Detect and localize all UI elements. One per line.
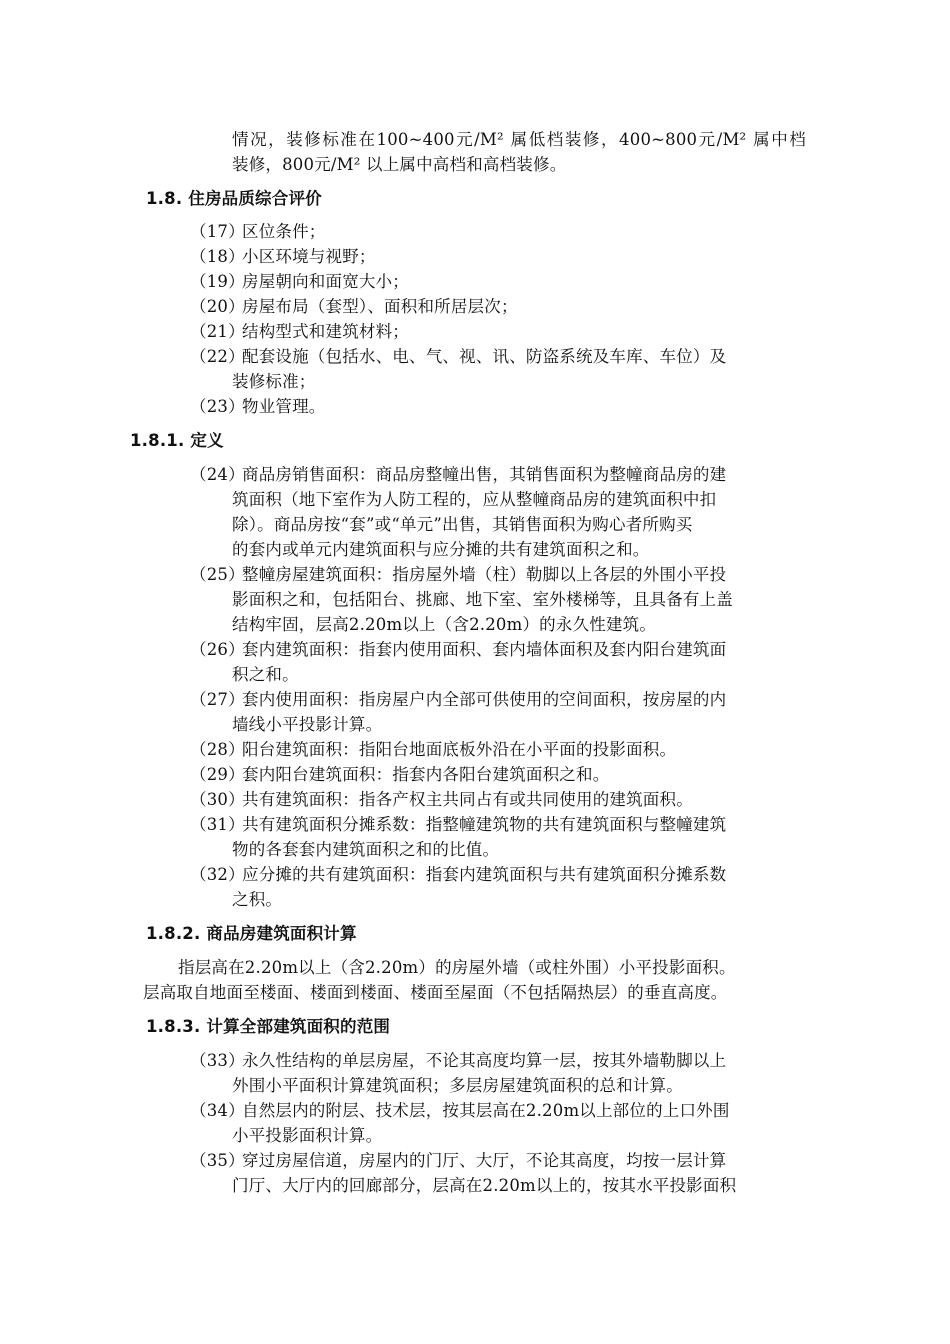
list-item [190, 245, 376, 269]
item-text: 房屋布局（套型）、面积和所居层次； [242, 297, 518, 316]
item-text: 整幢房屋建筑面积：指房屋外墙（柱）勒脚以上各层的外围小平投 [242, 565, 727, 584]
item-continuation: 外围小平面积计算建筑面积；多层房屋建筑面积的总和计算。 [232, 1076, 683, 1095]
item-continuation: 物的各套套内建筑面积之和的比值。 [232, 840, 500, 859]
item-text: 物业管理。 [242, 397, 326, 416]
list-item [190, 788, 693, 812]
list-item [190, 1099, 730, 1123]
item-continuation: 之积。 [232, 890, 283, 909]
item-continuation: 积之和。 [232, 665, 299, 684]
item-number: （19） [190, 272, 245, 291]
list-item [190, 738, 676, 762]
list-item [190, 1149, 726, 1173]
item-number: （18） [190, 247, 245, 266]
item-continuation: 影面积之和，包括阳台、挑廊、地下室、室外楼梯等，且具备有上盖 [232, 590, 733, 609]
item-number: （23） [190, 397, 245, 416]
item-number: （20） [190, 297, 245, 316]
item-number: （32） [190, 865, 245, 884]
item-text: 区位条件； [242, 222, 326, 241]
list-item [190, 1049, 726, 1073]
item-text: 结构型式和建筑材料； [242, 322, 409, 341]
item-text: 套内建筑面积：指套内使用面积、套内墙体面积及套内阳台建筑面 [242, 640, 727, 659]
list-item [190, 763, 609, 787]
item-continuation: 除）。商品房按“套”或“单元”出售，其销售面积为购心者所购买 [232, 515, 693, 534]
item-continuation: 的套内或单元内建筑面积与应分摊的共有建筑面积之和。 [232, 540, 650, 559]
item-number: （29） [190, 765, 245, 784]
item-text: 小区环境与视野； [242, 247, 376, 266]
item-text: 套内阳台建筑面积：指套内各阳台建筑面积之和。 [242, 765, 610, 784]
item-number: （26） [190, 640, 245, 659]
list-item [190, 270, 409, 294]
paragraph-line: 层高取自地面至楼面、楼面到楼面、楼面至屋面（不包括隔热层）的垂直高度。 [143, 983, 728, 1002]
item-text: 穿过房屋信道，房屋内的门厅、大厅，不论其高度，均按一层计算 [242, 1151, 727, 1170]
section-heading: 1.8.1. 定义 [130, 431, 224, 450]
section-heading: 1.8. 住房品质综合评价 [146, 189, 322, 208]
intro-line: 装修，800元/M² 以上属中高档和高档装修。 [232, 155, 567, 174]
list-item [190, 320, 409, 344]
item-number: （31） [190, 815, 245, 834]
item-number: （24） [190, 465, 245, 484]
list-item [190, 345, 726, 369]
item-number: （35） [190, 1151, 245, 1170]
item-number: （34） [190, 1101, 245, 1120]
item-continuation: 装修标准； [232, 372, 316, 391]
item-number: （17） [190, 222, 245, 241]
list-item [190, 638, 726, 662]
list-item [190, 395, 326, 419]
item-text: 商品房销售面积：商品房整幢出售，其销售面积为整幢商品房的建 [242, 465, 727, 484]
list-item [190, 688, 726, 712]
item-continuation: 小平投影面积计算。 [232, 1126, 383, 1145]
item-continuation: 筑面积（地下室作为人防工程的，应从整幢商品房的建筑面积中扣 [232, 490, 717, 509]
item-text: 应分摊的共有建筑面积：指套内建筑面积与共有建筑面积分摊系数 [242, 865, 727, 884]
item-number: （25） [190, 565, 245, 584]
list-item [190, 463, 726, 487]
list-item [190, 220, 326, 244]
item-text: 阳台建筑面积：指阳台地面底板外沿在小平面的投影面积。 [242, 740, 677, 759]
item-text: 房屋朝向和面宽大小； [242, 272, 409, 291]
item-continuation: 门厅、大厅内的回廊部分，层高在2.20m以上的，按其水平投影面积 [232, 1176, 737, 1195]
item-text: 共有建筑面积：指各产权主共同占有或共同使用的建筑面积。 [242, 790, 693, 809]
item-text: 永久性结构的单层房屋，不论其高度均算一层，按其外墙勒脚以上 [242, 1051, 727, 1070]
item-continuation: 结构牢固，层高2.20m以上（含2.20m）的永久性建筑。 [232, 615, 657, 634]
item-text: 自然层内的附层、技术层，按其层高在2.20m以上部位的上口外围 [242, 1101, 730, 1120]
list-item [190, 813, 726, 837]
item-number: （27） [190, 690, 245, 709]
item-number: （22） [190, 347, 245, 366]
list-item [190, 563, 726, 587]
section-heading: 1.8.3. 计算全部建筑面积的范围 [146, 1017, 391, 1036]
item-number: （21） [190, 322, 245, 341]
item-text: 套内使用面积：指房屋户内全部可供使用的空间面积，按房屋的内 [242, 690, 727, 709]
list-item [190, 863, 726, 887]
item-number: （28） [190, 740, 245, 759]
section-heading: 1.8.2. 商品房建筑面积计算 [146, 924, 357, 943]
list-item [190, 295, 518, 319]
item-continuation: 墙线小平投影计算。 [232, 715, 383, 734]
paragraph-line: 指层高在2.20m以上（含2.20m）的房屋外墙（或柱外围）小平投影面积。 [178, 958, 736, 977]
item-number: （33） [190, 1051, 245, 1070]
intro-line: 情况，装修标准在100~400元/M² 属低档装修，400~800元/M² 属中档 [232, 130, 806, 149]
item-text: 共有建筑面积分摊系数：指整幢建筑物的共有建筑面积与整幢建筑 [242, 815, 727, 834]
item-text: 配套设施（包括水、电、气、视、讯、防盗系统及车库、车位）及 [242, 347, 727, 366]
item-number: （30） [190, 790, 245, 809]
